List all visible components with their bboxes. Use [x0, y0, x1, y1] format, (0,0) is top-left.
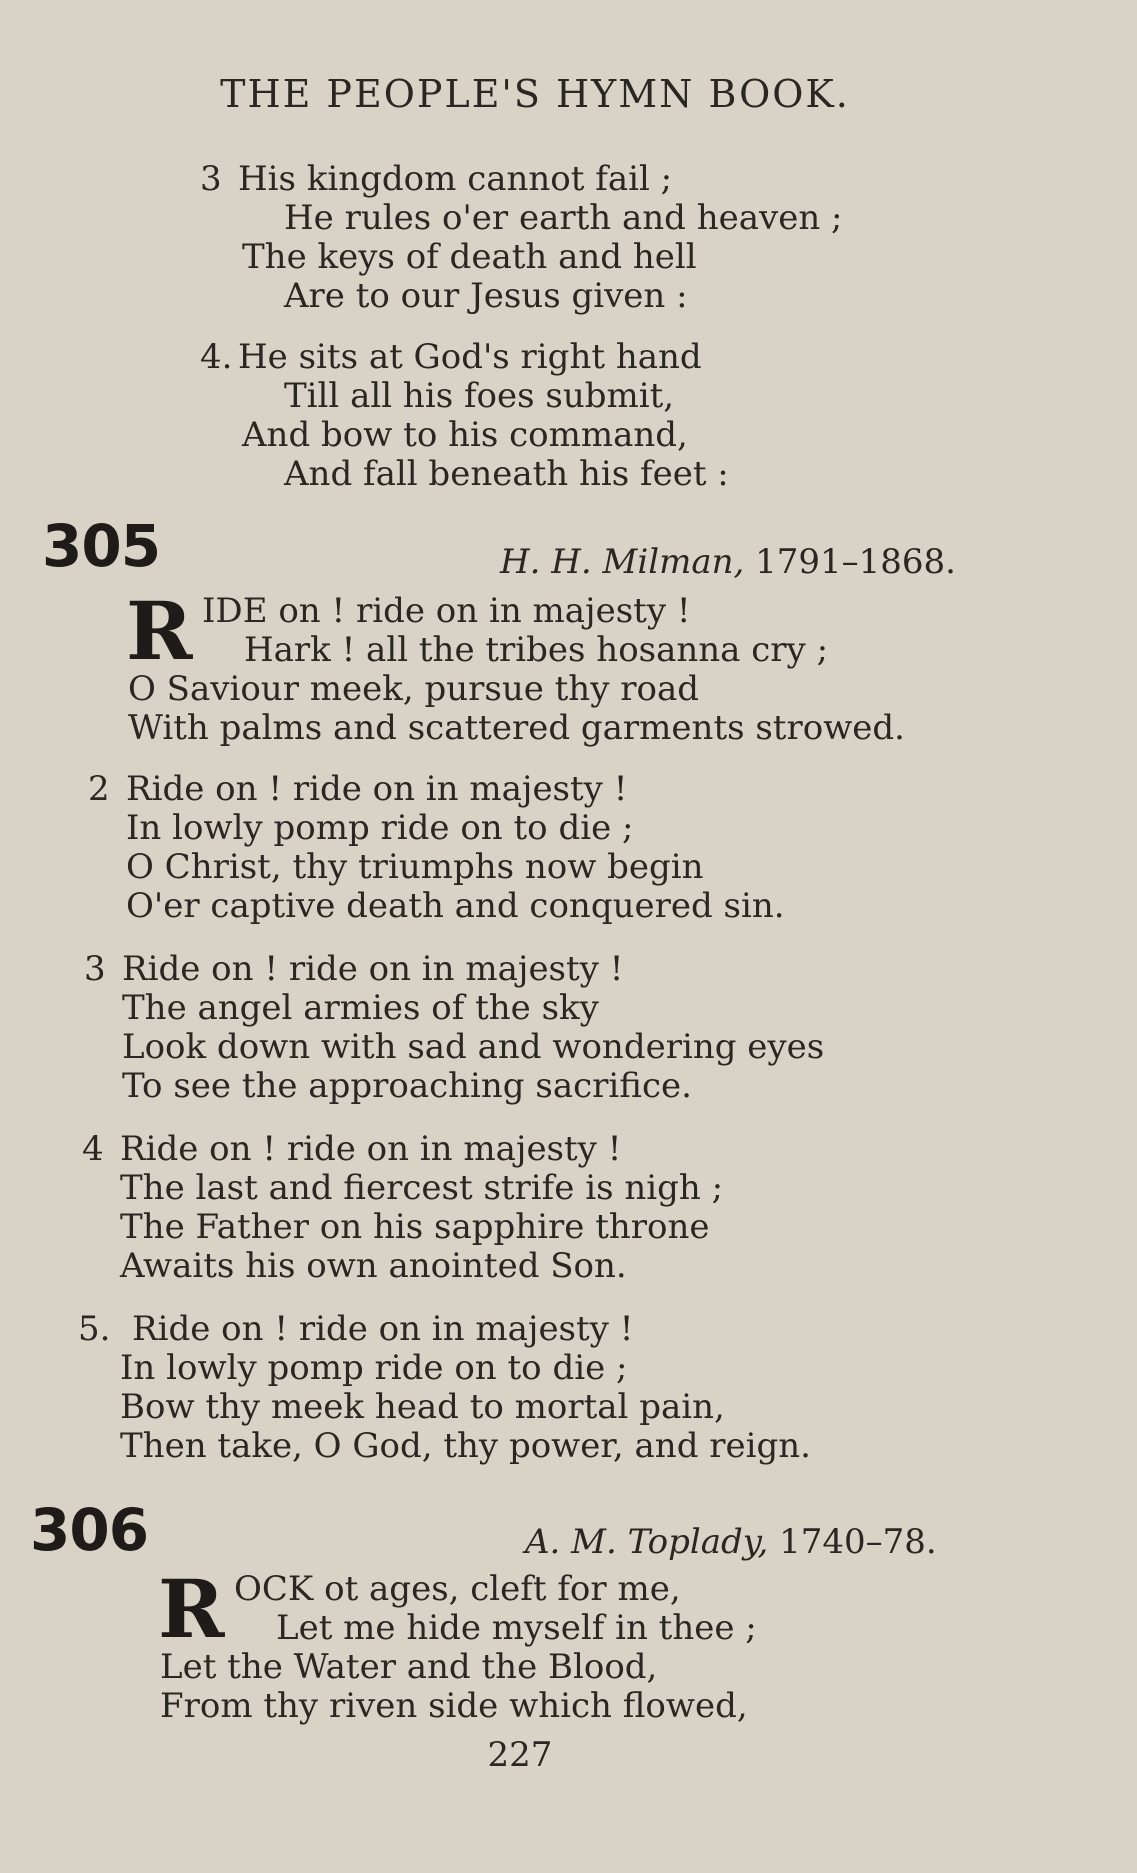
- stanza-line: Till all his foes submit,: [284, 376, 675, 416]
- page-number: 227: [487, 1735, 553, 1775]
- stanza-304-4: [200, 338, 729, 494]
- stanza-305-3: [84, 950, 824, 1106]
- stanza-line: From thy riven side which flowed,: [160, 1686, 748, 1726]
- stanza-number: 4.: [200, 337, 233, 377]
- stanza-line: The keys of death and hell: [242, 237, 697, 277]
- stanza-305-2: [88, 770, 785, 926]
- stanza-line: 2 Ride on ! ride on in majesty !: [88, 769, 628, 809]
- stanza-line: To see the approaching sacrifice.: [122, 1066, 692, 1106]
- stanza-line: 5. Ride on ! ride on in majesty !: [78, 1309, 634, 1349]
- stanza-line: Bow thy meek head to mortal pain,: [120, 1387, 725, 1427]
- stanza-line: In lowly pomp ride on to die ;: [126, 808, 634, 848]
- stanza-line: 4. He sits at God's right hand: [200, 337, 702, 377]
- stanza-line: And bow to his command,: [242, 415, 688, 455]
- stanza-line: O'er captive death and conquered sin.: [126, 886, 785, 926]
- hymn-number-306: 306: [30, 1496, 149, 1564]
- stanza-line: Then take, O God, thy power, and reign.: [120, 1426, 811, 1466]
- stanza-line: Are to our Jesus given :: [284, 276, 688, 316]
- running-head: THE PEOPLE'S HYMN BOOK.: [220, 72, 850, 116]
- stanza-304-3: [200, 160, 843, 316]
- stanza-line: O Saviour meek, pursue thy road: [128, 669, 699, 709]
- stanza-number: 3: [84, 949, 106, 989]
- stanza-line: Let me hide myself in thee ;: [276, 1608, 757, 1648]
- stanza-306-1: [158, 1562, 757, 1726]
- stanza-line: OCK ot ages, cleft for me,: [234, 1569, 681, 1609]
- stanza-305-1: [126, 584, 905, 748]
- author-dates: 1791–1868.: [755, 542, 956, 582]
- stanza-line: The Father on his sapphire throne: [120, 1207, 710, 1247]
- stanza-line: Hark ! all the tribes hosanna cry ;: [244, 630, 829, 670]
- drop-cap: R: [126, 584, 193, 678]
- hymn-number-305: 305: [42, 512, 161, 580]
- stanza-number: 3: [200, 159, 222, 199]
- stanza-line: IDE on ! ride on in majesty !: [202, 591, 691, 631]
- stanza-line: 3 Ride on ! ride on in majesty !: [84, 949, 624, 989]
- stanza-number: 2: [88, 769, 110, 809]
- stanza-line: The last and fiercest strife is nigh ;: [120, 1168, 724, 1208]
- stanza-line: Look down with sad and wondering eyes: [122, 1027, 825, 1067]
- stanza-line: 3 His kingdom cannot fail ;: [200, 159, 673, 199]
- stanza-line: O Christ, thy triumphs now begin: [126, 847, 704, 887]
- stanza-305-4: [82, 1130, 723, 1286]
- stanza-305-5: [78, 1310, 811, 1466]
- stanza-number: 5.: [78, 1309, 111, 1349]
- stanza-line: With palms and scattered garments strowed.: [128, 708, 905, 748]
- stanza-line: Let the Water and the Blood,: [160, 1647, 658, 1687]
- author-dates: 1740–78.: [779, 1522, 937, 1562]
- hymn-305-author: H. H. Milman, 1791–1868.: [500, 542, 956, 582]
- hymn-306-author: A. M. Toplady, 1740–78.: [525, 1522, 937, 1562]
- stanza-line: 4 Ride on ! ride on in majesty !: [82, 1129, 622, 1169]
- stanza-line: In lowly pomp ride on to die ;: [120, 1348, 628, 1388]
- stanza-line: He rules o'er earth and heaven ;: [284, 198, 843, 238]
- stanza-line: The angel armies of the sky: [122, 988, 599, 1028]
- stanza-number: 4: [82, 1129, 104, 1169]
- stanza-line: Awaits his own anointed Son.: [120, 1246, 627, 1286]
- stanza-line: And fall beneath his feet :: [284, 454, 729, 494]
- drop-cap: R: [158, 1562, 225, 1656]
